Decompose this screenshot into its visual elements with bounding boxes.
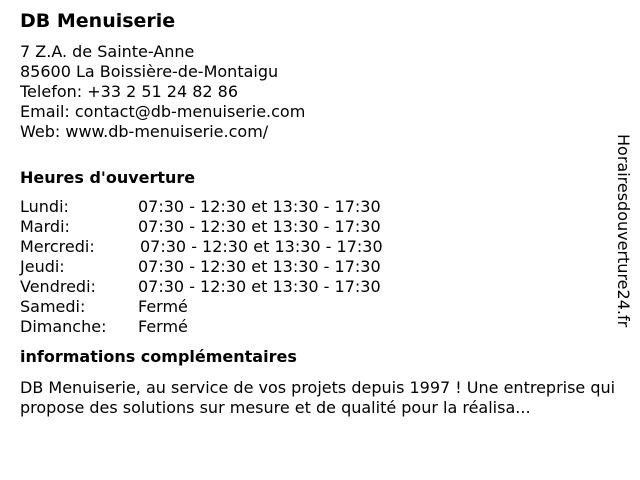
business-name: DB Menuiserie (20, 10, 176, 32)
day-label: Jeudi: (20, 257, 65, 276)
day-label: Dimanche: (20, 317, 107, 336)
hours-row-tuesday (20, 217, 620, 237)
hours-row-monday (20, 197, 620, 217)
day-hours: Fermé (138, 317, 188, 336)
business-description: DB Menuiserie, au service de vos projets depuis 1997 ! Une entreprise qui propose des solutions sur mesure et de qualité pour la réalisa... (20, 378, 616, 417)
day-hours: 07:30 - 12:30 et 13:30 - 17:30 (138, 257, 381, 276)
opening-hours-table (20, 197, 620, 337)
day-hours: 07:30 - 12:30 et 13:30 - 17:30 (138, 277, 381, 296)
website-line[interactable]: Web: www.db-menuiserie.com/ (20, 122, 269, 141)
phone-line[interactable]: Telefon: +33 2 51 24 82 86 (20, 82, 239, 101)
day-label: Lundi: (20, 197, 69, 216)
day-label: Mercredi: (20, 237, 95, 256)
hours-row-thursday (20, 257, 620, 277)
day-hours: 07:30 - 12:30 et 13:30 - 17:30 (138, 217, 381, 236)
address-line-1: 7 Z.A. de Sainte-Anne (20, 42, 195, 61)
day-hours: Fermé (138, 297, 188, 316)
day-label: Mardi: (20, 217, 70, 236)
hours-row-friday (20, 277, 620, 297)
hours-row-sunday (20, 317, 620, 337)
contact-block (20, 42, 620, 142)
day-hours: 07:30 - 12:30 et 13:30 - 17:30 (140, 237, 383, 256)
email-line[interactable]: Email: contact@db-menuiserie.com (20, 102, 306, 121)
business-card (20, 8, 620, 418)
address-line-2: 85600 La Boissière-de-Montaigu (20, 62, 279, 81)
day-label: Samedi: (20, 297, 86, 316)
hours-row-wednesday (20, 237, 620, 257)
opening-hours-heading: Heures d'ouverture (20, 168, 196, 187)
day-label: Vendredi: (20, 277, 96, 296)
additional-info-heading: informations complémentaires (20, 347, 297, 366)
day-hours: 07:30 - 12:30 et 13:30 - 17:30 (138, 197, 381, 216)
site-brand-vertical[interactable]: Horairesdouverture24.fr (614, 134, 633, 328)
hours-row-saturday (20, 297, 620, 317)
